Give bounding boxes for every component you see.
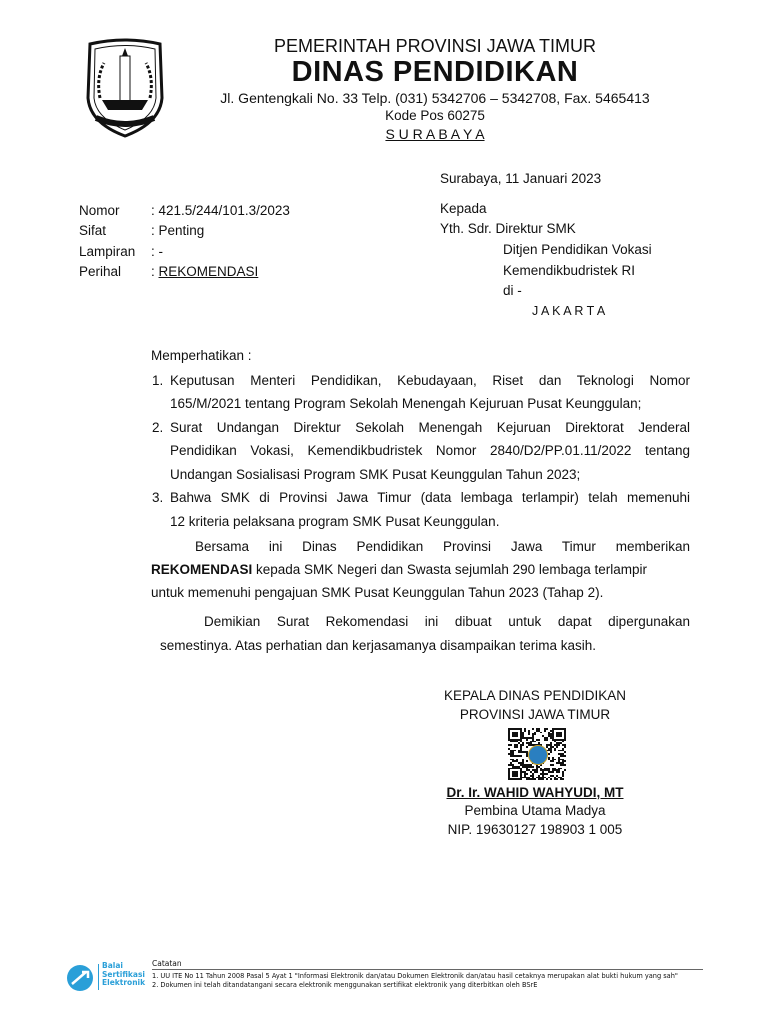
meta-label-lampiran: Lampiran bbox=[79, 244, 136, 259]
item-line: 165/M/2021 tentang Program Sekolah Menengah Kejuruan Pusat Keunggulan; bbox=[170, 396, 642, 411]
item-number: 3. bbox=[152, 490, 164, 505]
item-line: Pendidikan Vokasi, Kemendikbudristek Nomor 2840/D2/PP.01.11/2022 tentang bbox=[170, 443, 690, 458]
recipient-line: Yth. Sdr. Direktur SMK bbox=[440, 221, 576, 236]
footer-note: 2. Dokumen ini telah ditandatangani secara elektronik menggunakan sertifikat elektronik yang diterbitkan oleh BSrE bbox=[152, 981, 538, 989]
item-line: Undangan Sosialisasi Program SMK Pusat Keunggulan Tahun 2023; bbox=[170, 467, 581, 482]
item-number: 1. bbox=[152, 373, 164, 388]
signatory-rank: Pembina Utama Madya bbox=[464, 803, 606, 818]
footer-note: 1. UU ITE No 11 Tahun 2008 Pasal 5 Ayat 1 "Informasi Elektronik dan/atau Dokumen Elektronik dan/atau hasil cetaknya merupakan alat bukti hukum yang sah" bbox=[152, 972, 678, 980]
bsre-label: Balai bbox=[102, 961, 123, 970]
qr-code-icon bbox=[508, 728, 566, 780]
agency-name: DINAS PENDIDIKAN bbox=[291, 56, 579, 88]
city: S U R A B A Y A bbox=[385, 126, 485, 142]
letter-page: PEMERINTAH PROVINSI JAWA TIMUR DINAS PENDIDIKAN Jl. Gentengkali No. 33 Telp. (031) 5342706 – 5342708, Fax. 5465413 Kode Pos 60275 S U R A B A Y A Surabaya, 11 Januari 2023 Nomor : 421.5/244/101.3/2023 Sifat : Penting Lampiran : - Perihal : REKOMENDASI Kepada Yth. Sdr. Direktur SMK Ditjen Pendidikan Vokasi Kemendikbudristek RI di - J A K A R T A Memperhatikan : 1. Keputusan Menteri Pendidikan, Kebudayaan, Riset dan Teknologi Nomor 165/M/2021 tentang Program Sekolah Menengah Kejuruan Pusat Keunggulan; 2. Surat Undangan Direktur Sekolah Menengah Kejuruan Direktorat Jenderal Pendidikan Vokasi, Kemendikbudristek Nomor 2840/D2/PP.01.11/2022 tentang Undangan Sosialisasi Program SMK Pusat Keunggulan Tahun 2023; 3. Bahwa SMK di Provinsi Jawa Timur (data lembaga terlampir) telah memenuhi 12 kriteria pelaksana program SMK Pusat Keunggulan. Bersama ini Dinas Pendidikan Provinsi Jawa Timur memberikan REKOMENDASI kepada SMK Negeri dan Swasta sejumlah 290 lembaga terlampir untuk memenuhi pengajuan SMK Pusat Keunggulan Tahun 2023 (Tahap 2). Demikian Surat Rekomendasi ini dibuat untuk dapat dipergunakan semestinya. Atas perhatian dan kerjasamanya disampaikan terima kasih. KEPALA DINAS PENDIDIKAN PROVINSI JAWA TIMUR Dr. Ir. WAHID WAHYUDI, MT Pembina Utama Madya NIP. 19630127 198903 1 005 Balai Sertifikasi Elektronik Catatan 1. UU ITE No 11 Tahun 2008 Pasal 5 Ayat 1 "Informasi Elektronik dan/atau Dokumen Elektronik dan/atau hasil cetaknya merupakan alat bukti hukum yang sah" 2. Dokumen ini telah ditandatangani secara elektronik menggunakan sertifikat elektronik yang diterbitkan oleh BSrE bbox=[0, 0, 768, 1024]
item-line: Surat Undangan Direktur Sekolah Menengah Kejuruan Direktorat Jenderal bbox=[170, 420, 690, 435]
footer-divider bbox=[152, 969, 703, 970]
meta-value-sifat: : Penting bbox=[151, 223, 205, 238]
meta-label-nomor: Nomor bbox=[79, 203, 120, 218]
paragraph-line: semestinya. Atas perhatian dan kerjasamanya disampaikan terima kasih. bbox=[160, 638, 596, 653]
meta-value-lampiran: : - bbox=[151, 244, 163, 259]
meta-label-sifat: Sifat bbox=[79, 223, 107, 238]
item-number: 2. bbox=[152, 420, 164, 435]
meta-value-nomor: : 421.5/244/101.3/2023 bbox=[151, 203, 290, 218]
paragraph-line: untuk memenuhi pengajuan SMK Pusat Keunggulan Tahun 2023 (Tahap 2). bbox=[151, 585, 604, 600]
item-line: 12 kriteria pelaksana program SMK Pusat Keunggulan. bbox=[170, 514, 500, 529]
postal-code: Kode Pos 60275 bbox=[385, 108, 485, 123]
body-intro: Memperhatikan : bbox=[151, 348, 252, 363]
government-name: PEMERINTAH PROVINSI JAWA TIMUR bbox=[273, 36, 597, 56]
meta-label-perihal: Perihal bbox=[79, 264, 122, 279]
recipient-line: Ditjen Pendidikan Vokasi bbox=[503, 242, 652, 257]
recipient-city: J A K A R T A bbox=[532, 304, 606, 318]
meta-value-perihal: REKOMENDASI bbox=[158, 264, 259, 279]
bsre-label: Elektronik bbox=[102, 978, 146, 987]
paragraph-line: Bersama ini Dinas Pendidikan Provinsi Jawa Timur memberikan bbox=[195, 539, 690, 554]
signatory-title: PROVINSI JAWA TIMUR bbox=[459, 707, 611, 722]
item-line: Keputusan Menteri Pendidikan, Kebudayaan, Riset dan Teknologi Nomor bbox=[170, 373, 690, 388]
signatory-title: KEPALA DINAS PENDIDIKAN bbox=[443, 688, 627, 703]
recommendation-bold: REKOMENDASI bbox=[151, 562, 253, 577]
bsre-label: Sertifikasi bbox=[102, 969, 145, 979]
signatory-name: Dr. Ir. WAHID WAHYUDI, MT bbox=[446, 785, 624, 800]
item-line: Bahwa SMK di Provinsi Jawa Timur (data lembaga terlampir) telah memenuhi bbox=[170, 490, 690, 505]
agency-address: Jl. Gentengkali No. 33 Telp. (031) 5342706 – 5342708, Fax. 5465413 bbox=[220, 90, 650, 106]
recipient-line: di - bbox=[503, 283, 522, 298]
recipient-line: Kepada bbox=[440, 201, 487, 216]
paragraph-line: Demikian Surat Rekomendasi ini dibuat untuk dapat dipergunakan bbox=[204, 614, 690, 629]
letter-date: Surabaya, 11 Januari 2023 bbox=[440, 171, 602, 186]
footer-heading: Catatan bbox=[152, 959, 182, 968]
bsre-logo-icon bbox=[64, 964, 98, 992]
signatory-nip: NIP. 19630127 198903 1 005 bbox=[447, 822, 623, 837]
paragraph-line: kepada SMK Negeri dan Swasta sejumlah 290 lembaga terlampir bbox=[252, 562, 647, 577]
recipient-line: Kemendikbudristek RI bbox=[503, 263, 636, 278]
east-java-emblem-icon bbox=[82, 38, 168, 138]
